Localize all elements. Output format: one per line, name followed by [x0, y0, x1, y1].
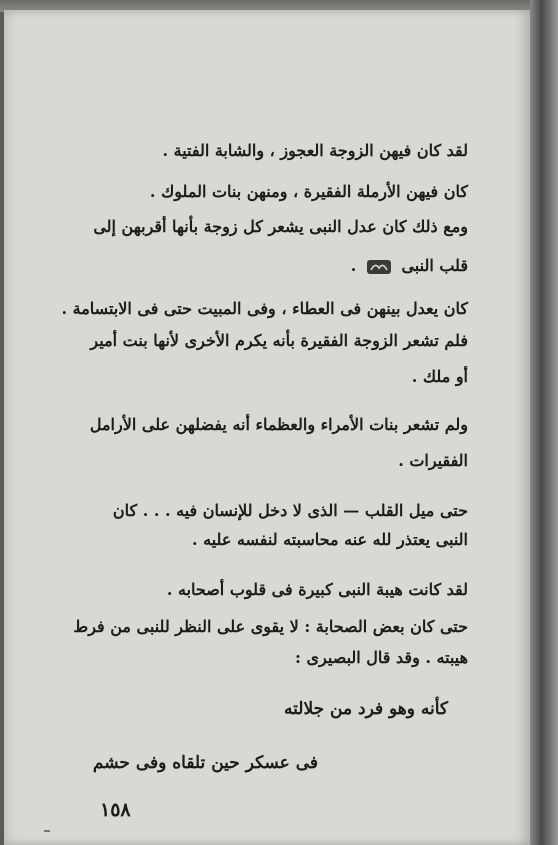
page-number: ١٥٨ [100, 799, 131, 821]
scan-mark [44, 830, 50, 832]
book-page [4, 10, 530, 845]
text-line-end: . [350, 256, 357, 275]
text-line: ولم تشعر بنات الأمراء والعظماء أنه يفضلهن على الأرامل [89, 415, 468, 434]
text-line: كان يعدل بينهن فى العطاء ، وفى المبيت حتى فى الابتسامة . [61, 299, 468, 318]
text-line: هيبته . وقد قال البصيرى : [295, 648, 468, 667]
text-line: النبى يعتذر لله عنه محاسبته لنفسه عليه . [191, 530, 468, 549]
text-line: حتى ميل القلب — الذى لا دخل للإنسان فيه . . . كان [112, 501, 468, 520]
text-line: فلم تشعر الزوجة الفقيرة بأنه يكرم الأخرى لأنها بنت أمير [90, 331, 468, 350]
poem-verse-line: كأنه وهو فرد من جلالته [284, 699, 448, 719]
text-line: حتى كان بعض الصحابة : لا يقوى على النظر للنبى من فرط [73, 617, 468, 636]
text-line-with-seal [351, 255, 468, 277]
text-line: ومع ذلك كان عدل النبى يشعر كل زوجة بأنها أقربهن إلى [93, 217, 468, 236]
text-line: لقد كانت هيبة النبى كبيرة فى قلوب أصحابه . [166, 580, 468, 599]
text-line: لقد كان فيهن الزوجة العجوز ، والشابة الفتية . [162, 141, 468, 160]
text-line: أو ملك . [411, 367, 468, 386]
poem-verse-line: فى عسكر حين تلقاه وفى حشم [92, 753, 318, 773]
text-line-start: قلب النبى [401, 256, 468, 275]
book-binding-edge [530, 0, 558, 845]
text-line: كان فيهن الأرملة الفقيرة ، ومنهن بنات الملوك . [149, 182, 468, 201]
salutation-seal-icon [366, 258, 392, 276]
text-line: الفقيرات . [398, 451, 468, 470]
